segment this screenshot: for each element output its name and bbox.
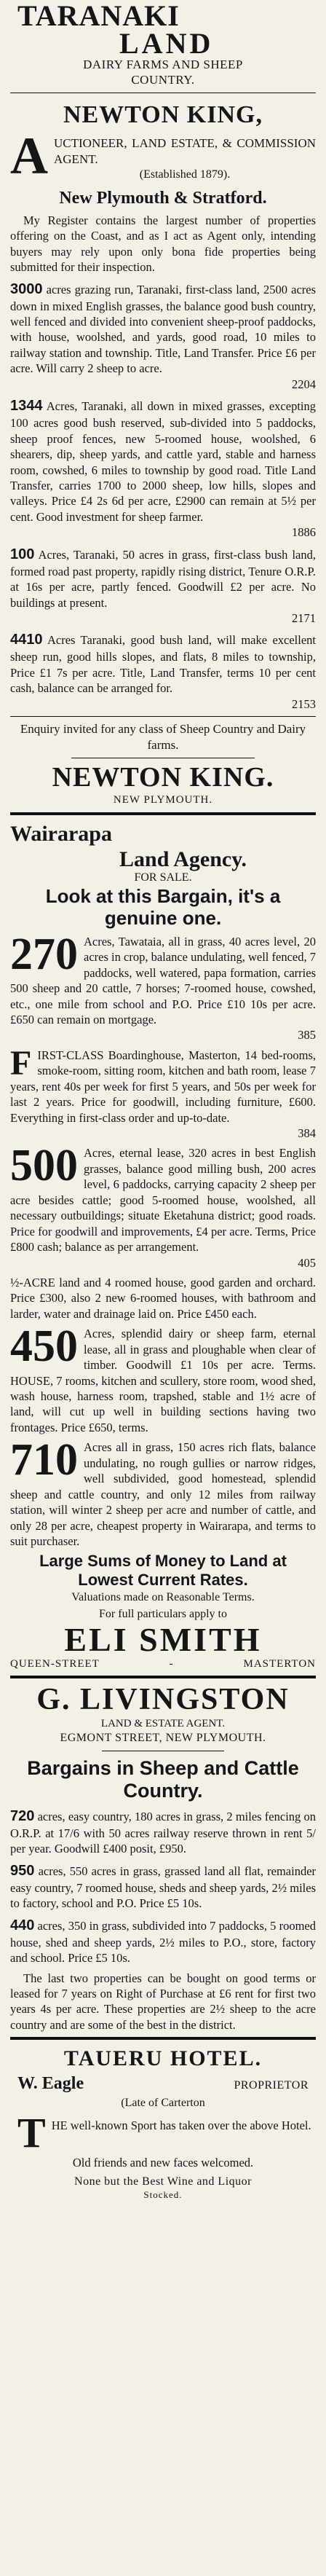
listing-ref: 2171 [292,611,316,626]
listing [10,630,316,712]
address-separator: - [169,1657,174,1670]
drop-cap: T [17,2113,46,2151]
signature-name: NEWTON KING. [52,762,274,793]
headline: Bargains in Sheep and Cattle Country. [27,1756,299,1802]
listing-dropcap: F [10,1043,32,1083]
stock-text: None but the Best Wine and Liquor [74,2175,252,2188]
ad-title: Wairarapa [10,821,112,846]
listing [10,1807,316,1857]
hotel-name: TAUERU HOTEL. [63,2046,263,2071]
listing-text: IRST-CLASS Boardinghouse, Masterton, 14 bed-rooms, smoke-room, sitting room, kitchen and bath room, lease 7 years, rent 40s per week for first 5 years, and 50s per week for last 2 years. Price for goodwill, including furniture, £600. Everything in first-class order and up-to-date. [10,1048,316,1125]
proprietor-row [10,2073,316,2095]
valuations-notice: Valuations made on Reasonable Terms. [71,1591,255,1604]
headline: Look at this Bargain, it's a genuine one. [45,885,281,929]
agent-address: EGMONT STREET, NEW PLYMOUTH. [60,1732,266,1745]
terms-text: The last two properties can be bought on good terms or leased for 7 years on Right of Purchase at £6 rent for first two years 4s per acre. These properties are 2½ sheep to the acre country and are some of the best in the district. [10,1971,316,2032]
signature-town: MASTERTON [243,1657,316,1670]
drop-cap: A [10,132,48,183]
agent-name: NEWTON KING, [63,101,263,128]
listing-text: acres, easy country, 180 acres in grass, 2 miles fencing on O.R.P. at 17/6 with 50 acres railway reserve thrown in rent 5/ per year. Goodwill £400 posit, £950. [10,1809,317,1856]
listing-text: Acres, Taranaki, 50 acres in grass, first-class bush land, formed road past property, rapidly rising district, Tenure O.R.P. at 16s per acre, partly fenced. Goodwill £2 per acre. No buildings at present. [10,547,317,610]
signature-name: ELI SMITH [64,1620,262,1658]
signature-address [10,1657,316,1672]
listing-ref: 385 [298,1028,316,1042]
proprietor-former: (Late of Carterton [121,2096,205,2109]
listing-text: Acres, Tawataia, all in grass, 40 acres level, 20 acres in crop, balance undulating, well fenced, 7 paddocks, well watered, papa formation, carries 500 sheep and 20 cattle, 7 horses; 7-roomed house, cowshed, etc., one mile from school and P.O. Price £10 10s per acre. £650 can remain on mortgage. [10,934,316,1026]
listing-ref: 1886 [292,525,316,540]
listing-text: acres grazing run, Taranaki, first-class land, 2500 acres down in mixed English grasses, the balance good bush country, well fenced and divided into convenient sheep-proof paddocks, with house, woolshed, and yards, good road, 10 miles to railway station and township. Title, Land Transfer. Price £6 per acre. Will carry 2 sheep to acre. [10,282,317,376]
column-rule [10,812,316,815]
livingston-ad [10,1683,316,2033]
listing [10,545,316,627]
for-sale-label: FOR SALE. [134,871,192,884]
listing [10,929,316,1043]
listing [10,280,316,393]
agent-name: G. LIVINGSTON [36,1683,290,1717]
listing [10,1322,316,1435]
listing-text: Acres, eternal lease, 320 acres in best English grasses, balance good milling bush, 200 acres level, 6 paddocks, carrying capacity 2 sheep per acre besides cattle; good 5-roomed house, woolshed, all necessary outbuildings; situate Eketahuna district; good roads. Price for goodwill and improvements, £4 per acre. Terms, Price £800 cash; balance as per arrangement. [10,1146,316,1254]
listing [10,396,316,541]
enquiry-text: Enquiry invited for any class of Sheep Country and Dairy farms. [20,722,306,753]
listing-acres: 710 [10,1435,78,1485]
listing-text: acres, 350 in grass, subdivided into 7 paddocks, 5 roomed house, shed and sheep yards, 2½ miles to P.O., store, factory and school. Price £5 10s. [10,1918,316,1966]
listing [10,1043,316,1142]
stocked-text: Stocked. [143,2188,183,2200]
intro-text: My Register contains the largest number of properties offering on the Coast, and as I act as Agent only, intending buyers may rely upon only bona fide properties being submitted for their inspection. [10,213,316,275]
listing-text: Acres Taranaki, good bush land, will make excellent sheep run, good hills slopes, and flats, 8 miles to township, Price £1 7s per acre. Title, Land Transfer, terms 10 per cent cash, balance can be arranged for. [10,633,316,696]
proprietor-name: W. Eagle [17,2074,84,2094]
role-text: UCTIONEER, LAND ESTATE, & COMMISSION AGENT. [54,136,316,166]
column-rule [10,1676,316,1678]
listing [10,1275,316,1322]
taueru-hotel-ad [10,2044,316,2199]
divider [10,716,316,717]
ad-title-land: LAND [119,27,214,60]
listing [10,1916,316,1966]
ad-subtitle-line2: COUNTRY. [131,73,195,87]
listing-ref: 2153 [292,696,316,711]
ad-title-2: Land Agency. [119,847,247,871]
listing [10,1861,316,1912]
listing-acres: 720 [10,1807,35,1824]
agent-towns: New Plymouth & Stratford. [59,188,267,208]
listing-ref: 384 [298,1126,316,1141]
agent-role [10,133,316,183]
listing-ref: 405 [298,1255,316,1270]
listing-text: Acres, splendid dairy or sheep farm, eternal lease, all in grass and ploughable when clear of timber. Goodwill £1 10s per acre. Terms. HOUSE, 7 rooms, kitchen and scullery, store room, wood shed, wash house, harness room, trapshed, stable and 1½ acre of land, will cut up well in building sections having two frontages. Price £650, terms. [10,1327,316,1434]
listing [10,1435,316,1549]
listing-acres: 500 [10,1141,78,1191]
column-rule [10,2037,316,2040]
ad-title-taranaki: TARANAKI [17,0,180,32]
proprietor-label: PROPRIETOR [234,2079,309,2092]
listing-acres: 1344 [10,398,43,415]
taranaki-land-ad [10,1,316,808]
hotel-notice-text: HE well-known Sport has taken over the above Hotel. [51,2118,311,2133]
listing-acres: 3000 [10,280,43,297]
finance-notice: Large Sums of Money to Land at Lowest Current Rates. [39,1552,287,1589]
listing-text: ½-ACRE land and 4 roomed house, good garden and orchard. Price £300, also 2 new 6-roomed houses, with bathroom and larder, water and drainage laid on. Price £450 each. [10,1275,316,1321]
particulars-line: For full particulars apply to [99,1607,227,1620]
wairarapa-agency-ad [10,820,316,1672]
listing-text: Acres, Taranaki, all down in mixed grasses, excepting 100 acres good bush reserved, sub-divided into 5 paddocks, sheep proof fences, new 5-roomed house, woolshed, 6 shearers, dip, sheep yards, and cattle yard, stable and harness room, cowshed, 6 miles to township by good road. Title Land Transfer, carries 1700 to 2000 sheep, low hills, slopes and valleys. Price £4 2s 6d per acre, £2900 can remain at 5½ per cent. Good investment for sheep farmer. [10,399,317,524]
listing-text: acres, 550 acres in grass, grassed land all flat, remainder easy country, 7 roomed house, sheds and sheep yards, 2½ miles to factory, school and P.O. Price £5 10s. [10,1864,317,1911]
signature-street: QUEEN-STREET [10,1657,100,1670]
listing-acres: 100 [10,546,35,562]
established-year: (Established 1879). [139,168,231,181]
welcome-text: Old friends and new faces welcomed. [72,2155,254,2169]
listing-acres: 4410 [10,632,43,648]
listing-acres: 950 [10,1862,35,1879]
listing-text: Acres all in grass, 150 acres rich flats, balance undulating, no rough gullies or narrow ridges, well subdivided, good homestead, splendid sheep and cattle country, and only 12 miles from railway station, will winter 2 sheep per acre and number of cattle, and only 28 per acre, cheapest property in Wairarapa, and terms to suit purchaser. [10,1440,316,1548]
ad-subtitle-line1: DAIRY FARMS AND SHEEP [83,58,243,71]
hotel-notice [10,2113,316,2150]
agent-role: LAND & ESTATE AGENT. [100,1717,226,1729]
listing-acres: 450 [10,1322,78,1372]
signature-place: NEW PLYMOUTH. [113,794,213,806]
listing [10,1141,316,1271]
listing-acres: 270 [10,929,78,979]
listing-acres: 440 [10,1917,35,1933]
listing-ref: 2204 [292,377,316,391]
